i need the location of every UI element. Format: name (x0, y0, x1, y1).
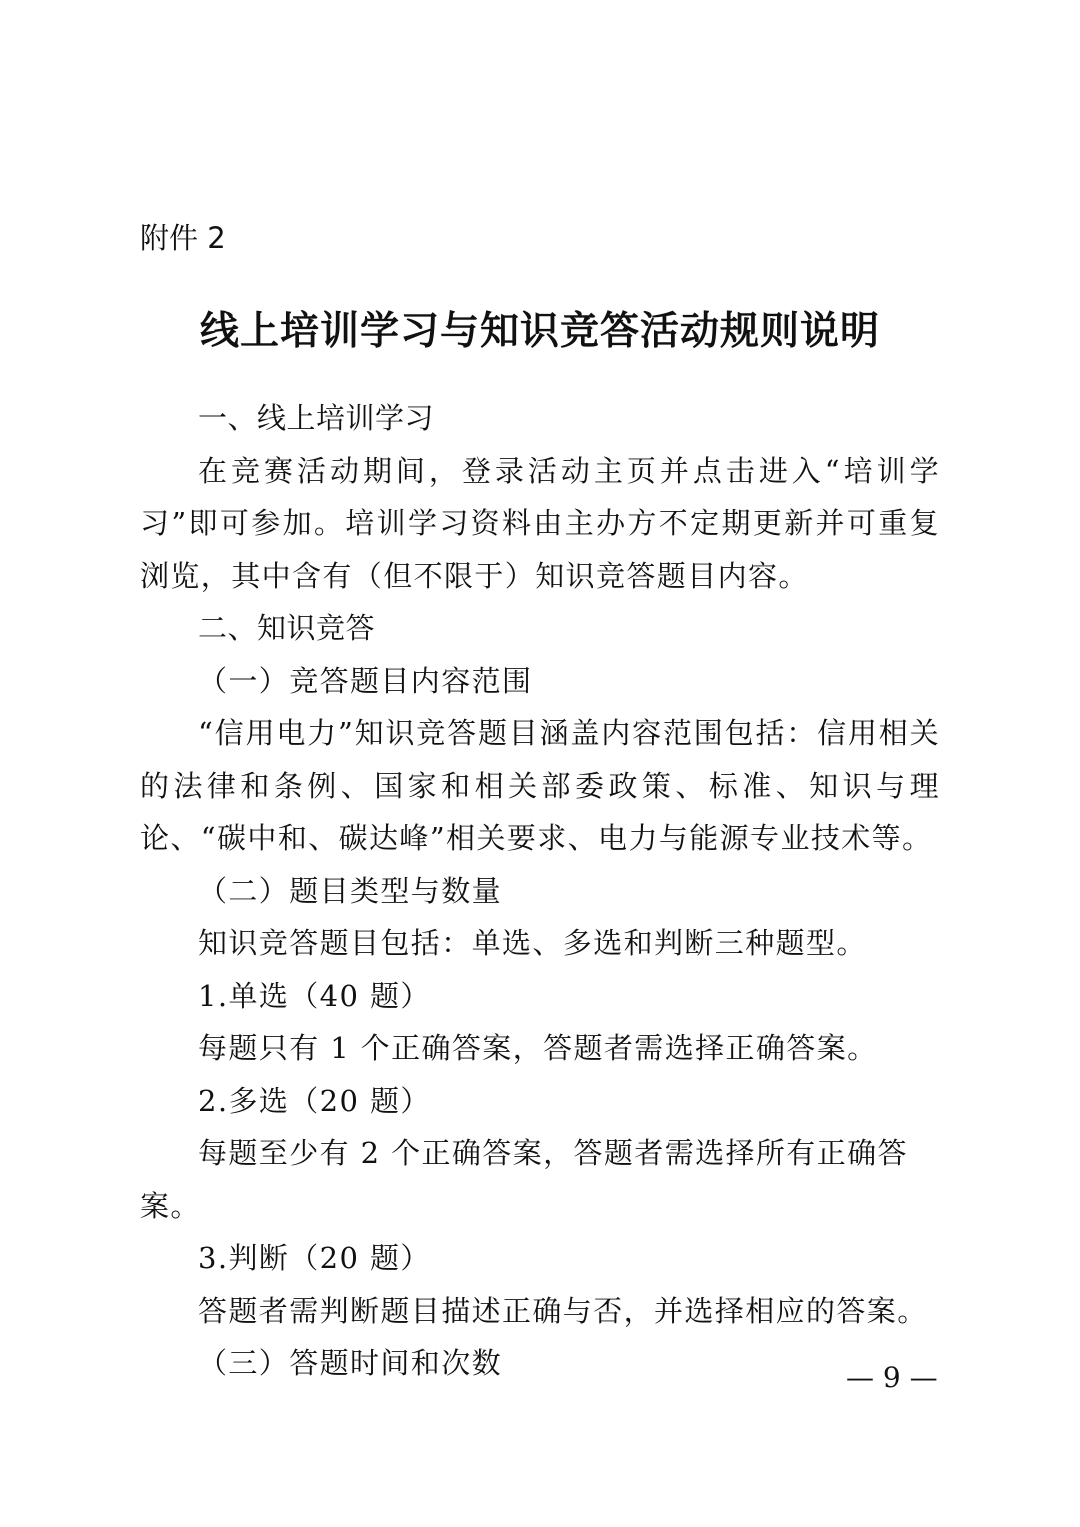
subsection-2-heading: （二）题目类型与数量 (198, 873, 503, 908)
item-3-title: 3.判断（20 题） (198, 1241, 431, 1275)
subsection-2-paragraph: 知识竞答题目包括：单选、多选和判断三种题型。 (198, 926, 867, 960)
subsection-1-paragraph: “信用电力”知识竞答题目涵盖内容范围包括：信用相关的法律和条例、国家和相关部委政策、标准、知识与理论、“碳中和、碳达峰”相关要求、电力与能源专业技术等。 (140, 716, 940, 855)
section-2-heading: 二、知识竞答 (198, 611, 376, 645)
item-1-title: 1.单选（40 题） (198, 978, 431, 1013)
section-1-heading: 一、线上培训学习 (198, 401, 435, 435)
subsection-3-heading: （三）答题时间和次数 (198, 1346, 503, 1380)
attachment-label: 附件 2 (140, 221, 226, 255)
document-title: 线上培训学习与知识竞答活动规则说明 (199, 309, 880, 354)
item-3-description: 答题者需判断题目描述正确与否，并选择相应的答案。 (198, 1293, 928, 1328)
page-number: — 9 — (846, 1361, 938, 1394)
subsection-1-heading: （一）竞答题目内容范围 (198, 663, 533, 698)
item-1-description: 每题只有 1 个正确答案，答题者需选择正确答案。 (198, 1031, 878, 1065)
section-1-paragraph: 在竞赛活动期间，登录活动主页并点击进入“培训学习”即可参加。培训学习资料由主办方不定期更新并可重复浏览，其中含有（但不限于）知识竞答题目内容。 (140, 453, 940, 593)
item-2-description: 每题至少有 2 个正确答案，答题者需选择所有正确答案。 (140, 1136, 908, 1223)
document-body (140, 392, 940, 1390)
item-2-title: 2.多选（20 题） (198, 1083, 431, 1118)
